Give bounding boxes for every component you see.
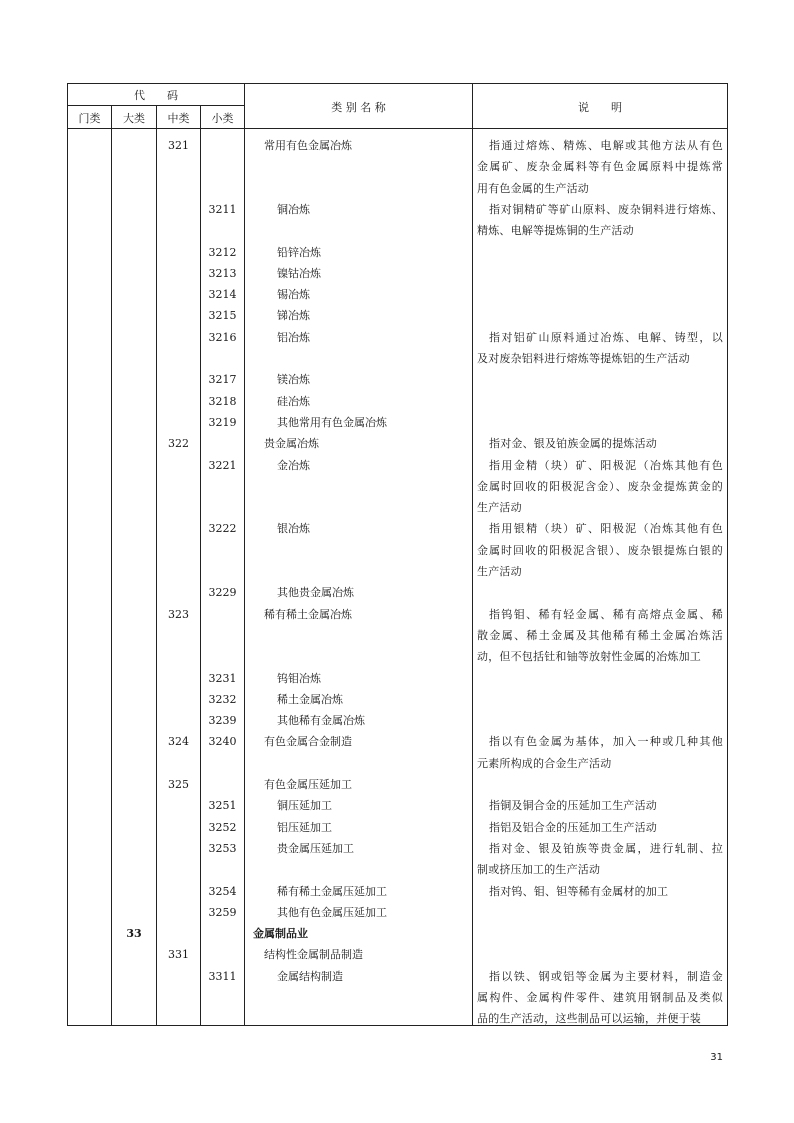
cell-xiao: 3219 (208, 415, 237, 429)
cell-xiao: 3231 (208, 671, 237, 685)
cell-xiao: 3229 (208, 586, 237, 600)
cell-name: 其他贵金属冶炼 (277, 586, 354, 600)
table-row (68, 284, 727, 305)
cell-name: 镁冶炼 (277, 373, 310, 387)
cell-xiao: 3211 (208, 202, 237, 216)
description-line: 散金属、稀土金属及其他稀有稀土金属冶炼活 (477, 628, 723, 642)
cell-name: 稀有稀土金属压延加工 (277, 884, 387, 898)
cell-zhong: 321 (168, 139, 189, 152)
cell-name: 银冶炼 (277, 522, 310, 536)
description-line: 指钨钼、稀有轻金属、稀有高熔点金属、稀 (489, 607, 723, 621)
cell-xiao: 3221 (208, 458, 237, 472)
cell-xiao: 3214 (208, 288, 237, 302)
cell-xiao: 3254 (208, 884, 237, 898)
cell-xiao: 3217 (208, 373, 237, 387)
description-line: 金属时回收的阳极泥含银）、废杂银提炼白银的 (477, 543, 723, 557)
cell-xiao: 3259 (208, 905, 237, 919)
page-number: 31 (710, 1052, 723, 1063)
cell-xiao: 3232 (208, 692, 237, 706)
classification-table (67, 83, 728, 1026)
cell-zhong: 324 (168, 735, 189, 749)
cell-name: 贵金属冶炼 (264, 437, 319, 451)
table-row (68, 838, 727, 881)
cell-zhong: 331 (168, 948, 189, 962)
cell-xiao: 3253 (208, 841, 237, 855)
table-row (68, 817, 727, 838)
cell-name: 稀土金属冶炼 (277, 692, 343, 706)
description-line: 及对废杂铝料进行熔炼等提炼铝的生产活动 (477, 351, 690, 365)
cell-xiao: 3222 (208, 522, 237, 536)
table-row (68, 391, 727, 412)
description-line: 指用金精（块）矿、阳极泥（冶炼其他有色 (489, 458, 723, 472)
description-line: 金属矿、废杂金属料等有色金属原料中提炼常 (477, 160, 723, 174)
description-line: 属构件、金属构件零件、建筑用钢制品及类似 (477, 990, 723, 1004)
cell-description (477, 969, 723, 1033)
table-row (68, 242, 727, 263)
table-row (68, 966, 727, 1030)
cell-xiao: 3218 (208, 394, 237, 408)
cell-name: 铅锌冶炼 (277, 245, 321, 259)
cell-description (477, 734, 723, 777)
description-line: 生产活动 (477, 564, 522, 578)
table-row (68, 689, 727, 710)
description-line: 生产活动 (477, 501, 522, 515)
cell-name: 金属结构制造 (277, 969, 343, 983)
table-row (68, 433, 727, 454)
table-row (68, 305, 727, 326)
cell-xiao: 3251 (208, 799, 237, 813)
description-line: 动，但不包括钍和铀等放射性金属的冶炼加工 (477, 650, 701, 664)
table-row (68, 582, 727, 603)
header-col-men: 门类 (78, 112, 101, 125)
table-row (68, 923, 727, 944)
cell-description (477, 138, 723, 202)
cell-zhong: 325 (168, 778, 189, 791)
cell-description (477, 202, 723, 245)
description-line: 指铜及铜合金的压延加工生产活动 (489, 799, 657, 813)
description-line: 元素所构成的合金生产活动 (477, 756, 612, 770)
table-row (68, 327, 727, 370)
cell-xiao: 3216 (208, 330, 237, 344)
table-row (68, 902, 727, 923)
cell-name: 有色金属压延加工 (264, 778, 352, 791)
cell-name: 铝压延加工 (277, 820, 332, 834)
table-row (68, 199, 727, 242)
cell-name: 其他常用有色金属冶炼 (277, 415, 387, 429)
table-row (68, 604, 727, 668)
cell-name: 铝冶炼 (277, 330, 310, 344)
description-line: 品的生产活动，这些制品可以运输，并便于装 (477, 1012, 701, 1026)
header-col-xiao: 小类 (211, 112, 234, 125)
table-row (68, 369, 727, 390)
cell-name: 锡冶炼 (277, 288, 310, 302)
cell-xiao: 3311 (208, 969, 237, 983)
description-line: 指对铜精矿等矿山原料、废杂铜料进行熔炼、 (489, 202, 723, 216)
cell-name: 其他有色金属压延加工 (277, 905, 387, 919)
description-line: 精炼、电解等提炼铜的生产活动 (477, 224, 634, 238)
description-line: 制或挤压加工的生产活动 (477, 863, 601, 877)
cell-name: 贵金属压延加工 (277, 841, 354, 855)
table-row (68, 944, 727, 965)
table-row (68, 795, 727, 816)
description-line: 用有色金属的生产活动 (477, 181, 589, 195)
cell-xiao: 3212 (208, 245, 237, 259)
description-line: 指对铝矿山原料通过冶炼、电解、铸型，以 (489, 330, 723, 344)
description-line: 指对金、银及铂族金属的提炼活动 (489, 437, 657, 451)
cell-description (477, 458, 723, 522)
cell-zhong: 323 (168, 607, 189, 621)
table-row (68, 710, 727, 731)
cell-name: 常用有色金属冶炼 (264, 139, 352, 152)
table-row (68, 135, 727, 199)
table-row (68, 455, 727, 519)
cell-name: 金属制品业 (253, 927, 308, 941)
description-line: 指对钨、钼、钽等稀有金属材的加工 (489, 884, 669, 898)
header-col-desc: 说 明 (578, 101, 622, 114)
header-divider-bottom (68, 128, 727, 129)
cell-name: 有色金属合金制造 (264, 735, 352, 749)
description-line: 指以有色金属为基体，加入一种或几种其他 (489, 735, 723, 749)
header-col-da: 大类 (123, 112, 145, 125)
description-line: 指铝及铝合金的压延加工生产活动 (489, 820, 657, 834)
cell-xiao: 3240 (208, 735, 237, 749)
cell-zhong: 322 (168, 437, 189, 451)
description-line: 金属时回收的阳极泥含金）、废杂金提炼黄金的 (477, 479, 723, 493)
cell-name: 稀有稀土金属冶炼 (264, 607, 352, 621)
cell-name: 硅冶炼 (277, 394, 310, 408)
cell-name: 铜压延加工 (277, 799, 332, 813)
table-row (68, 731, 727, 774)
description-line: 指通过熔炼、精炼、电解或其他方法从有色 (489, 139, 723, 152)
cell-name: 钨钼冶炼 (277, 671, 321, 685)
cell-name: 其他稀有金属冶炼 (277, 714, 365, 728)
cell-xiao: 3213 (208, 266, 237, 280)
header-col-name: 类 别 名 称 (331, 101, 386, 114)
header-code-group: 代 码 (134, 89, 178, 102)
cell-xiao: 3252 (208, 820, 237, 834)
cell-description (477, 607, 723, 671)
description-line: 指对金、银及铂族等贵金属，进行轧制、拉 (489, 841, 723, 855)
cell-name: 镍钴冶炼 (277, 266, 321, 280)
cell-description (477, 841, 723, 884)
table-row (68, 518, 727, 582)
cell-name: 结构性金属制品制造 (264, 948, 363, 962)
table-row (68, 263, 727, 284)
cell-da: 33 (126, 927, 142, 941)
cell-description (477, 330, 723, 373)
table-row (68, 881, 727, 902)
cell-description (477, 521, 723, 585)
cell-xiao: 3239 (208, 714, 237, 728)
description-line: 指用银精（块）矿、阳极泥（冶炼其他有色 (489, 522, 723, 536)
table-row (68, 412, 727, 433)
cell-xiao: 3215 (208, 309, 237, 323)
cell-name: 锑冶炼 (277, 309, 310, 323)
table-row (68, 774, 727, 795)
header-col-zhong: 中类 (167, 112, 190, 125)
description-line: 指以铁、钢或铝等金属为主要材料，制造金 (489, 969, 723, 983)
table-row (68, 668, 727, 689)
cell-name: 金冶炼 (277, 458, 310, 472)
cell-name: 铜冶炼 (277, 202, 310, 216)
